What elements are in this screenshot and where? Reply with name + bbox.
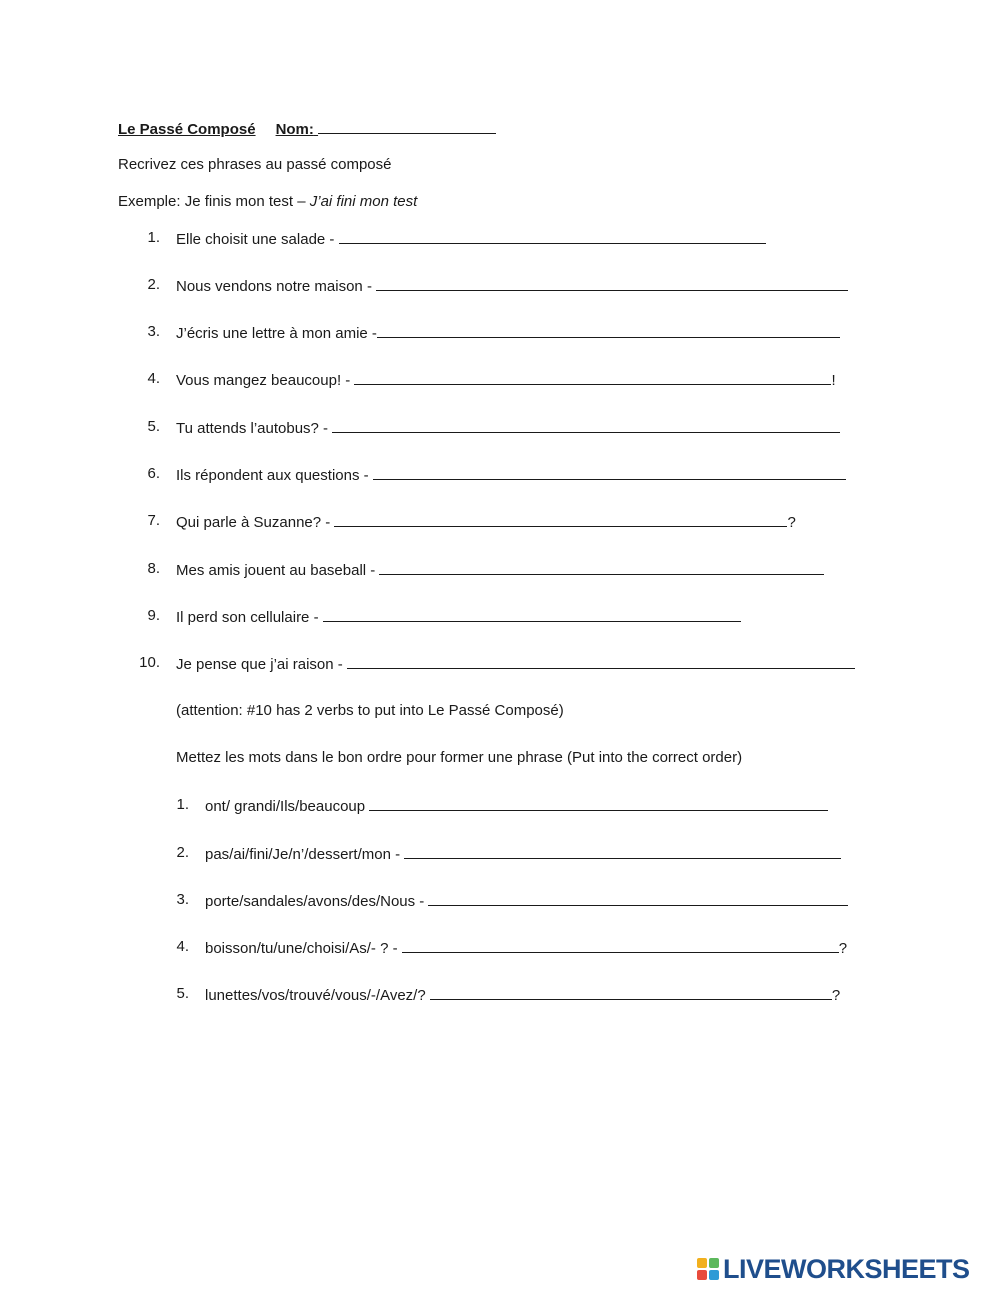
part1-item: [176, 228, 766, 250]
part2-number: 1.: [176, 796, 189, 813]
part1-number: 10.: [139, 654, 160, 671]
part1-item: [176, 464, 846, 486]
part1-item: [176, 417, 840, 439]
part2-answer-blank[interactable]: [404, 843, 841, 859]
part1-prompt: Nous vendons notre maison -: [176, 278, 377, 295]
part2-item: [205, 937, 847, 959]
logo-cubes-icon: [697, 1258, 719, 1280]
part1-prompt: Vous mangez beaucoup! -: [176, 372, 355, 389]
part2-item: [205, 795, 828, 817]
part1-number: 4.: [147, 370, 160, 387]
part2-answer-blank[interactable]: [369, 795, 828, 811]
part1-number: 1.: [147, 229, 160, 246]
part1-answer-blank[interactable]: [376, 275, 848, 291]
part1-number: 8.: [147, 560, 160, 577]
part2-answer-blank[interactable]: [402, 937, 839, 953]
part2-prompt: porte/sandales/avons/des/Nous -: [205, 893, 429, 910]
part2-end-punct: ?: [831, 987, 841, 1004]
part2-item: [205, 984, 840, 1006]
part2-end-punct: ?: [838, 940, 848, 957]
name-label: Nom:: [275, 121, 314, 138]
part1-prompt: Je pense que j’ai raison -: [176, 656, 347, 673]
part1-end-punct: !: [831, 372, 836, 389]
part1-prompt: Il perd son cellulaire -: [176, 609, 323, 626]
part1-answer-blank[interactable]: [373, 464, 846, 480]
part1-answer-blank[interactable]: [354, 369, 831, 385]
liveworksheets-logo: [697, 1254, 970, 1284]
title-text: Le Passé Composé: [118, 121, 256, 138]
part1-number: 7.: [147, 512, 160, 529]
example-line: [118, 192, 417, 212]
part1-answer-blank[interactable]: [347, 653, 855, 669]
part1-prompt: Ils répondent aux questions -: [176, 467, 373, 484]
part1-number: 9.: [147, 607, 160, 624]
part1-item: [176, 511, 796, 533]
part1-number: 5.: [147, 418, 160, 435]
part1-answer-blank[interactable]: [332, 417, 840, 433]
part1-answer-blank[interactable]: [334, 511, 787, 527]
part1-item: [176, 606, 741, 628]
part2-answer-blank[interactable]: [430, 984, 832, 1000]
logo-text: LIVEWORKSHEETS: [723, 1254, 970, 1284]
example-prefix: Exemple: Je finis mon test –: [118, 193, 310, 210]
part1-prompt: Elle choisit une salade -: [176, 231, 339, 248]
part1-end-punct: ?: [787, 514, 796, 531]
name-blank[interactable]: [318, 118, 496, 134]
part2-prompt: pas/ai/fini/Je/n’/dessert/mon -: [205, 846, 405, 863]
attention-note: (attention: #10 has 2 verbs to put into Le Passé Composé): [176, 702, 564, 719]
part1-answer-blank[interactable]: [323, 606, 741, 622]
part1-number: 3.: [147, 323, 160, 340]
part1-prompt: Qui parle à Suzanne? -: [176, 514, 335, 531]
part2-number: 3.: [176, 891, 189, 908]
part1-number: 2.: [147, 276, 160, 293]
part2-answer-blank[interactable]: [428, 890, 848, 906]
part2-item: [205, 843, 841, 865]
part1-prompt: J’écris une lettre à mon amie -: [176, 325, 377, 342]
part1-prompt: Tu attends l’autobus? -: [176, 420, 333, 437]
part2-number: 5.: [176, 985, 189, 1002]
example-answer: J’ai fini mon test: [309, 193, 418, 210]
part1-prompt: Mes amis jouent au baseball -: [176, 562, 380, 579]
part2-item: [205, 890, 848, 912]
instruction-part2: Mettez les mots dans le bon ordre pour former une phrase (Put into the correct order): [176, 749, 743, 766]
part1-answer-blank[interactable]: [339, 228, 766, 244]
part2-prompt: lunettes/vos/trouvé/vous/-/Avez/?: [205, 987, 430, 1004]
part2-number: 2.: [176, 844, 189, 861]
part2-prompt: ont/ grandi/Ils/beaucoup: [205, 798, 370, 815]
part1-number: 6.: [147, 465, 160, 482]
part1-item: [176, 369, 836, 391]
part1-item: [176, 653, 855, 675]
worksheet-title: [118, 118, 496, 140]
part2-number: 4.: [176, 938, 189, 955]
instruction-part1: Recrivez ces phrases au passé composé: [118, 156, 392, 173]
part1-item: [176, 322, 840, 344]
part1-item: [176, 275, 848, 297]
part2-prompt: boisson/tu/une/choisi/As/- ? -: [205, 940, 402, 957]
part1-answer-blank[interactable]: [377, 322, 840, 338]
part1-answer-blank[interactable]: [379, 559, 824, 575]
part1-item: [176, 559, 824, 581]
